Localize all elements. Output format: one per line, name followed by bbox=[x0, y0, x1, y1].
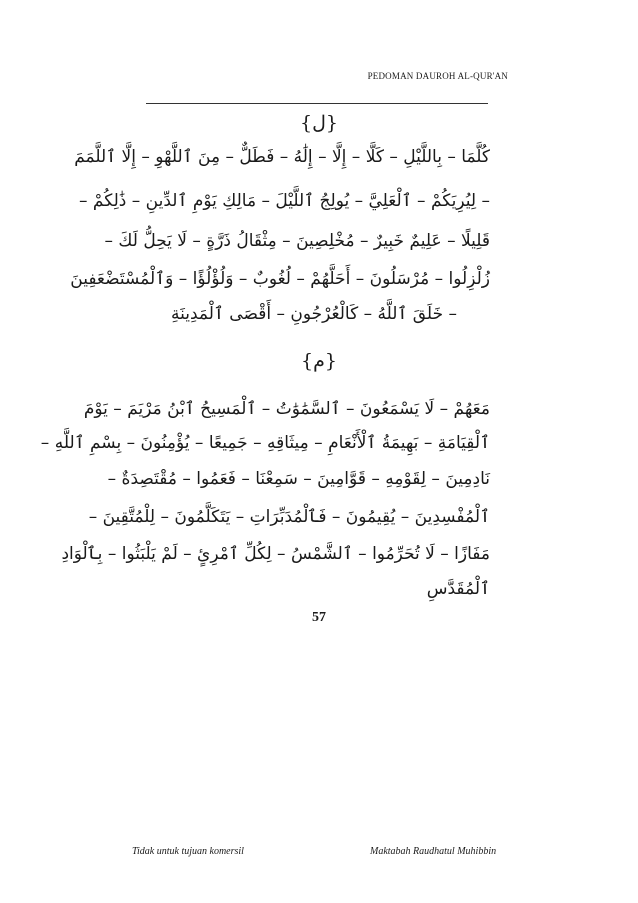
text-line: – لِيُرِيَكُمْ – ٱلْعَلِيَّ – يُولِجُ ٱللَّيْلَ – مَالِكِ يَوْمِ ٱلدِّينِ – ذَٰلِكُمْ – bbox=[79, 191, 490, 211]
section-heading-lam: {ل} bbox=[300, 112, 338, 134]
text-line: ٱلْقِيَامَةِ – بَهِيمَةُ ٱلْأَنْعَامِ – مِيثَاقِهِ – جَمِيعًا – يُؤْمِنُونَ – بِسْمِ ٱللَّهِ – bbox=[40, 433, 490, 453]
text-line: مَفَازًا – لَا تُحَرِّمُوا – ٱلشَّمْسُ – لِكُلِّ ٱمْرِئٍ – لَمْ يَلْبَثُوا – بِٱلْوَادِ bbox=[61, 544, 490, 564]
text-line: نَادِمِينَ – لِقَوْمِهِ – قَوَّامِينَ – سَمِعْنَا – فَعَمُوا – مُقْتَصِدَةٌ – bbox=[107, 469, 490, 489]
text-line: ٱلْمُفْسِدِينَ – يُقِيمُونَ – فَٱلْمُدَبِّرَاتِ – يَتَكَلَّمُونَ – لِلْمُتَّقِينَ – bbox=[88, 507, 490, 527]
text-line: – خَلَقَ ٱللَّهُ – كَالْعُرْجُونِ – أَقْصَى ٱلْمَدِينَةِ bbox=[171, 304, 457, 324]
footer-right-note: Maktabah Raudhatul Muhibbin bbox=[370, 846, 497, 857]
header-title: PEDOMAN DAUROH AL-QUR'AN bbox=[367, 71, 508, 81]
header-divider bbox=[146, 103, 488, 104]
text-line: زُلْزِلُوا – مُرْسَلُونَ – أَحَلَّهُمْ – لُغُوبٌ – وَلُؤْلُؤًا – وَٱلْمُسْتَضْعَفِينَ bbox=[70, 269, 490, 289]
text-line: قَلِيلًا – عَلِيمٌ خَبِيرٌ – مُخْلِصِينَ – مِثْقَالُ ذَرَّةٍ – لَا يَحِلُّ لَكَ – bbox=[104, 231, 490, 251]
footer-left-note: Tidak untuk tujuan komersil bbox=[132, 846, 244, 857]
text-line: كُلَّمَا – بِاللَّيْلِ – كَلَّا – إِلَّا – إِلَٰهُ – فَطَلٌّ – مِنَ ٱللَّهْوِ – إِلَّا ٱللَّمَمَ bbox=[74, 147, 490, 167]
text-line: مَعَهُمْ – لَا يَسْمَعُونَ – ٱلسَّمَٰوَٰتُ – ٱلْمَسِيحُ ٱبْنُ مَرْيَمَ – يَوْمَ bbox=[83, 399, 490, 419]
page-number: 57 bbox=[312, 610, 326, 625]
text-line: ٱلْمُقَدَّسِ bbox=[426, 579, 490, 599]
section-heading-mim: {م} bbox=[301, 350, 337, 372]
